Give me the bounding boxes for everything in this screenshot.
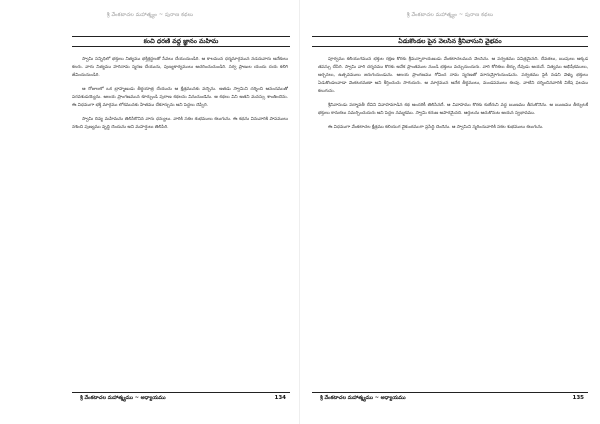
chapter-title: ఏడుకొండల పైన వెలసిన శ్రీనివాసుని వైభవం [398,38,502,45]
footer-text: శ్రీ వేంకటాచల మహాత్మ్యము ~ అధ్యాయము [320,395,406,401]
paragraph: శ్రీనివాసుడు పద్మావతీ దేవిని వివాహమాడిన కథ అందరికీ తెలిసినదే. ఆ వివాహము కొరకు కుబేరుని వద్ద ఋణము తీసుకొనెను. ఆ ఋణము తీర్చుటకే భక్తులు కానుకలు సమర్పించుదురు అని పెద్దల నమ్మకము. స్వామి కరుణ అపారమైనది. ఆర్తులను ఆదుకొనుట ఆయన స్వభావము. [318,103,588,116]
chapter-title-bar [312,36,588,47]
body-text [318,56,588,376]
paragraph: స్వామి సన్నిధిలో భక్తులు నిత్యము భక్తిశ్రద్ధలతో సేవలు చేయుచుండిరి. ఆ కాలమున ధర్మమార్గమున నడచువారు అనేకులు కలరు. వారు నిత్యము హరినామ స్మరణ చేయుచు, పుణ్యకార్యములు ఆచరించుచుండిరి. సర్వ ప్రాణుల యందు దయ కలిగి జీవించుచుండిరి. [72,57,288,78]
right-page [300,0,600,424]
chapter-title: కంచి ధరణి వద్ద జ్ఞానం మహిమ [143,38,219,45]
page-footer [312,392,588,404]
page-number: 135 [572,395,584,401]
body-text [72,56,288,260]
running-header: శ్రీ వేంకటాచల మహాత్మ్యం ~ పురాణ కథలు [406,12,494,18]
paragraph: పూర్వము కలియుగమున భక్తుల రక్షణ కొరకు శ్రీమన్నారాయణుడు వేంకటాచలమున వెలసెను. ఆ పర్వతము పవిత్రమైనది. దేవతలు, ఋషులు అక్కడ తపస్సు చేసిరి. స్వామి వారి దర్శనము కొరకు అనేక ప్రాంతముల నుండి భక్తులు వచ్చుచుందురు. వారి కోరికలు తీర్చు దేవుడు ఆయనే. నిత్యము అభిషేకములు, అర్చనలు, ఉత్సవములు జరుగుచుండును. ఆలయ ప్రాంగణము గోవింద నామ స్మరణతో మారుమ్రోగుచుండును. పర్వతము పైకి నడచి వెళ్ళు భక్తులు ఏడుకొండలవాడా వెంకటరమణా అని కీర్తించుచు సాగుదురు. ఆ మార్గమున అనేక తీర్థములు, మండపములు కలవు. వాటిని దర్శించినవారికి విశేష ఫలము కలుగును. [318,57,588,94]
title-rule-bottom [72,46,290,47]
title-rule-top [72,36,290,37]
page-footer [72,392,290,404]
footer-rule [312,392,588,393]
footer-rule [72,392,290,393]
paragraph: ఆ రోజులలో ఒక బ్రాహ్మణుడు తీర్థయాత్ర చేయుచు ఆ క్షేత్రమునకు వచ్చెను. అతడు స్వామిని దర్శించి ఆనందముతో పరవశుడయ్యెను. ఆలయ ప్రాంగణమున కూర్చుండి పురాణ కథలను వినుచుండెను. ఆ కథలు విని అతని మనస్సు శాంతించెను. ఈ విధముగా భక్తి మార్గము లోకమునకు హితము చేకూర్చును అని పెద్దలు చెప్పిరి. [72,87,288,108]
paragraph: ఈ విధముగా వేంకటాచల క్షేత్రము కలియుగ వైకుంఠముగా ప్రసిద్ధి చెందెను. ఆ స్వామిని స్మరించువారికి సకల శుభములు కలుగును. [328,125,544,130]
footer-text: శ్రీ వేంకటాచల మహాత్మ్యము ~ అధ్యాయము [80,395,166,401]
page-number: 134 [274,395,286,401]
paragraph: స్వామి దివ్య మహిమను తెలిసికొనిన వారు ధన్యులు. వారికి సకల శుభములు కలుగును. ఈ కథను వినువారికి పాపములు నశించి పుణ్యము వృద్ధి చెందును అని మహర్షులు తెలిపిరి. [72,117,288,130]
running-header: శ్రీ వేంకటాచల మహాత్మ్యం ~ పురాణ కథలు [106,12,194,18]
title-rule-top [312,36,588,37]
chapter-title-bar [72,36,290,47]
title-rule-bottom [312,46,588,47]
